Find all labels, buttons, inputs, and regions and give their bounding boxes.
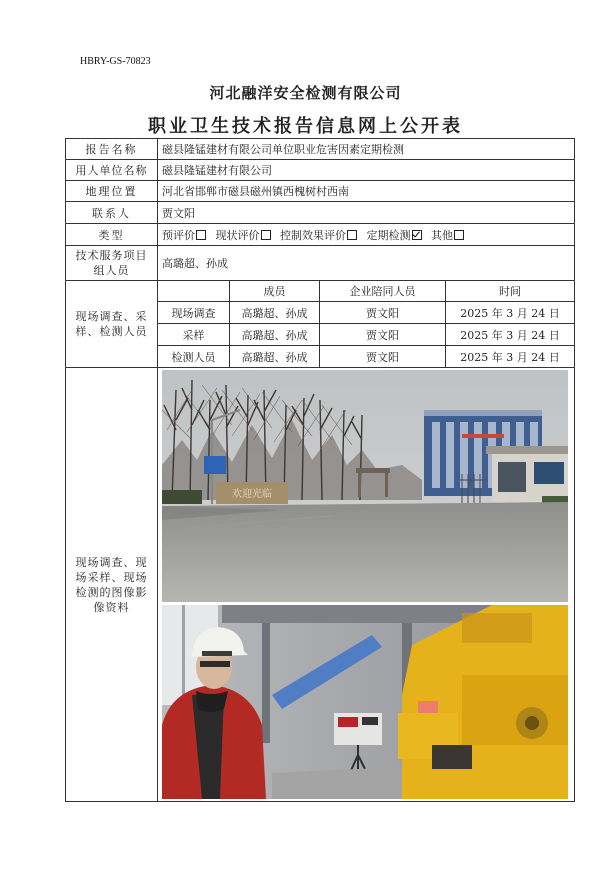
team-label: 技术服务项目组人员 bbox=[66, 246, 158, 281]
employer-label: 用人单位名称 bbox=[66, 160, 158, 181]
document-title: 职业卫生技术报告信息网上公开表 bbox=[148, 116, 463, 137]
type-options bbox=[158, 224, 575, 246]
disclosure-table bbox=[65, 138, 575, 802]
checkbox-icon bbox=[261, 230, 271, 240]
row-type bbox=[66, 224, 575, 246]
contact-label: 联系人 bbox=[66, 202, 158, 224]
members-cell: 高璐超、孙成 bbox=[230, 324, 320, 346]
time-cell: 2025 年 3 月 24 日 bbox=[446, 346, 575, 368]
images-cell bbox=[158, 368, 575, 802]
team-value: 高璐超、孙成 bbox=[158, 246, 575, 281]
checkbox-icon bbox=[454, 230, 464, 240]
row-contact bbox=[66, 202, 575, 224]
company-name: 河北融洋安全检测有限公司 bbox=[209, 84, 402, 102]
type-option-control-evaluation: 控制效果评价 bbox=[280, 229, 363, 242]
survey-label: 现场调查、采样、检测人员 bbox=[66, 281, 158, 368]
report-name-value: 磁县隆锰建材有限公司单位职业危害因素定期检测 bbox=[158, 139, 575, 160]
stage-cell: 检测人员 bbox=[158, 346, 230, 368]
row-report-name bbox=[66, 139, 575, 160]
report-name-label: 报告名称 bbox=[66, 139, 158, 160]
members-header: 成员 bbox=[230, 281, 320, 302]
members-cell: 高璐超、孙成 bbox=[230, 346, 320, 368]
row-survey-header bbox=[66, 281, 575, 302]
contact-value: 贾文阳 bbox=[158, 202, 575, 224]
members-cell: 高璐超、孙成 bbox=[230, 302, 320, 324]
type-option-pre-evaluation: 预评价 bbox=[162, 229, 212, 242]
type-option-current-evaluation: 现状评价 bbox=[216, 229, 277, 242]
employer-value: 磁县隆锰建材有限公司 bbox=[158, 160, 575, 181]
checkbox-icon bbox=[196, 230, 206, 240]
type-label: 类型 bbox=[66, 224, 158, 246]
type-option-periodic-testing: 定期检测 bbox=[367, 229, 428, 242]
accompany-cell: 贾文阳 bbox=[320, 346, 446, 368]
stage-cell: 现场调查 bbox=[158, 302, 230, 324]
checkbox-checked-icon bbox=[412, 230, 422, 240]
accompany-cell: 贾文阳 bbox=[320, 324, 446, 346]
site-entrance-photo bbox=[162, 370, 568, 602]
welcome-sign-text: 欢迎光临 bbox=[232, 489, 272, 500]
accompany-header: 企业陪同人员 bbox=[320, 281, 446, 302]
time-cell: 2025 年 3 月 24 日 bbox=[446, 302, 575, 324]
row-team bbox=[66, 246, 575, 281]
images-label: 现场调查、现场采样、现场检测的图像影像资料 bbox=[66, 368, 158, 802]
row-images bbox=[66, 368, 575, 802]
accompany-cell: 贾文阳 bbox=[320, 302, 446, 324]
stage-cell: 采样 bbox=[158, 324, 230, 346]
row-location bbox=[66, 181, 575, 202]
type-option-other: 其他 bbox=[431, 229, 470, 242]
location-value: 河北省邯郸市磁县磁州镇西槐树村西南 bbox=[158, 181, 575, 202]
time-header: 时间 bbox=[446, 281, 575, 302]
location-label: 地理位置 bbox=[66, 181, 158, 202]
field-testing-photo bbox=[162, 605, 568, 799]
row-employer bbox=[66, 160, 575, 181]
checkbox-icon bbox=[347, 230, 357, 240]
document-code: HBRY-GS-70823 bbox=[80, 56, 151, 67]
time-cell: 2025 年 3 月 24 日 bbox=[446, 324, 575, 346]
